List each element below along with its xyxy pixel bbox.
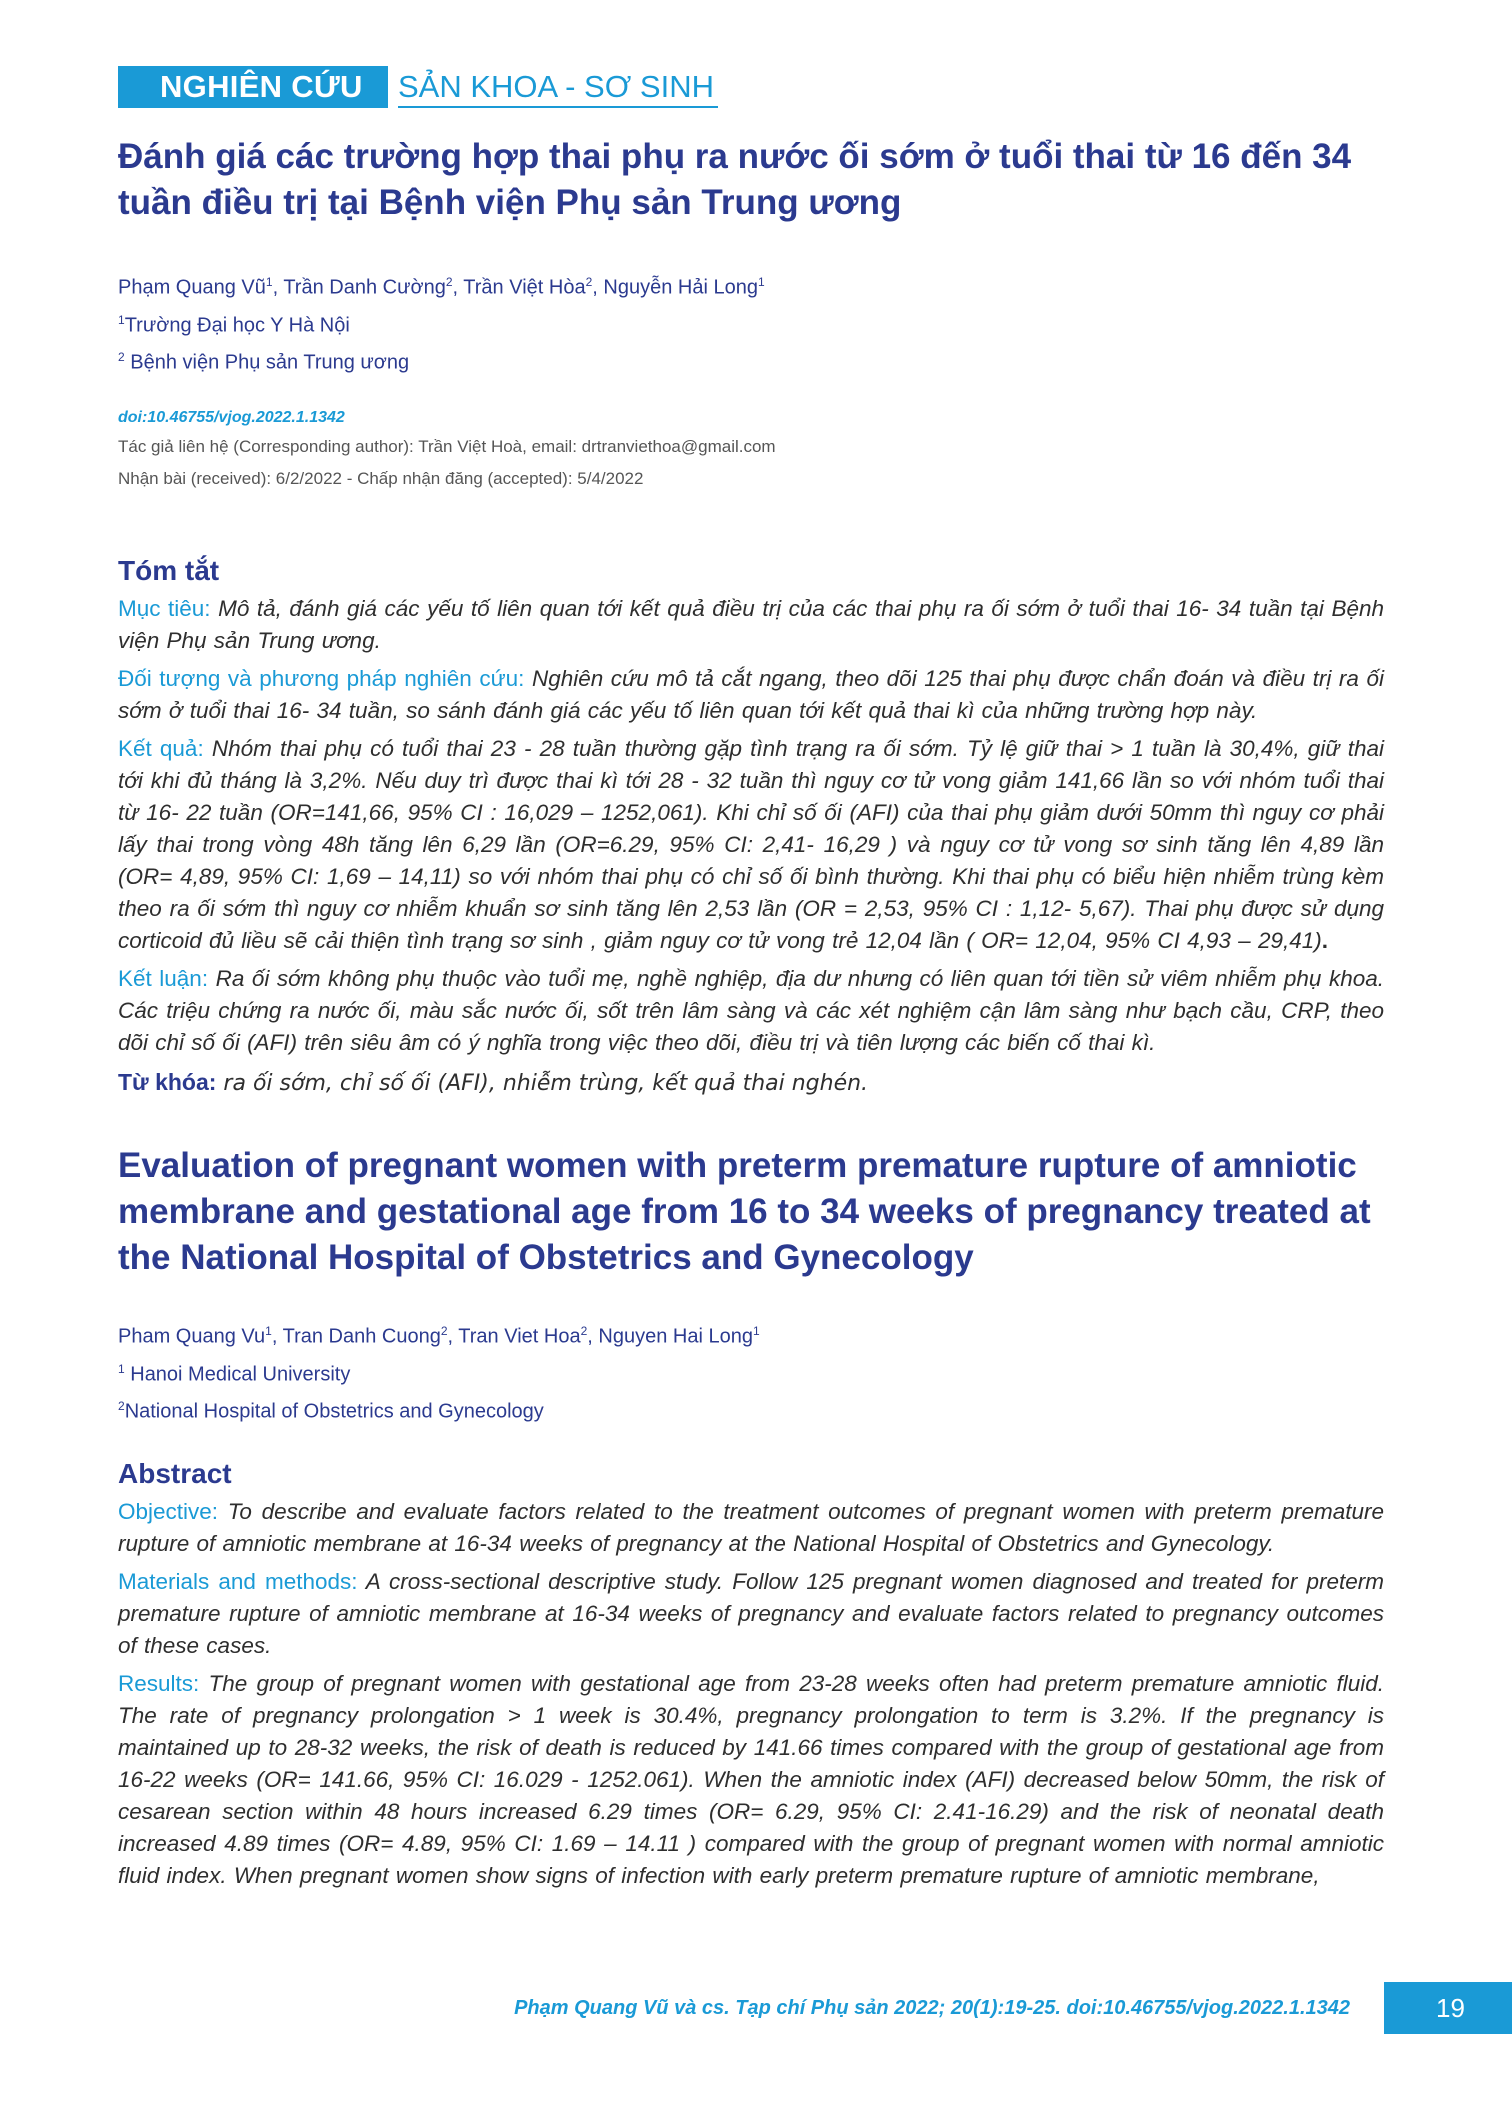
results-text: The group of pregnant women with gestational age from 23-28 weeks often had preterm premature amniotic fluid. The rate of pregnancy prolongation > 1 week is 30.4%, pregnancy prolongation to term is 3.2%. If the pregnancy is maintained up to 28-32 weeks, the risk of death is reduced by 141.66 times compared with the group of gestational age from 16-22 weeks (OR= 141.66, 95% CI: 16.029 - 1252.061). When the amniotic index (AFI) decreased below 50mm, the risk of cesarean section within 48 hours increased 6.29 times (OR= 6.29, 95% CI: 2.41-16.29) and the risk of neonatal death increased 4.89 times (OR= 4.89, 95% CI: 1.69 – 14.11 ) compared with the group of pregnant women with normal amniotic fluid index. When pregnant women show signs of infection with early preterm premature rupture of amniotic membrane,: [118, 1670, 1384, 1888]
author-separator: ,: [272, 276, 284, 299]
affiliation-sup: 2: [118, 1399, 125, 1414]
objective-text: Mô tả, đánh giá các yếu tố liên quan tới kết quả điều trị của các thai phụ ra ối sớm ở tuổi thai 16- 34 tuần tại Bệnh viện Phụ sản Trung ương.: [118, 595, 1384, 653]
author-separator: ,: [587, 1325, 599, 1348]
author: Pham Quang Vu: [118, 1325, 266, 1348]
category-label: NGHIÊN CỨU: [118, 66, 388, 108]
author-separator: ,: [592, 276, 604, 299]
article-title-en: Evaluation of pregnant women with preterm premature rupture of amniotic membrane and gestational age from 16 to 34 weeks of pregnancy treated at the National Hospital of Obstetrics and Gynecology: [118, 1145, 1371, 1277]
objective-label: Objective:: [118, 1498, 219, 1524]
affiliation-vi: [118, 341, 1384, 379]
page-number: 19: [1384, 1982, 1512, 2034]
author: Nguyen Hai Long: [598, 1325, 753, 1348]
affiliation-vi: [118, 304, 1384, 342]
author-sup: 1: [265, 275, 273, 289]
summary-heading: Tóm tắt: [118, 554, 220, 586]
author: Trần Việt Hòa: [463, 276, 586, 299]
page-footer: [0, 1982, 1512, 2034]
footer-citation: Phạm Quang Vũ và cs. Tạp chí Phụ sản 2022; 20(1):19-25. doi:10.46755/vjog.2022.1.1342: [514, 1997, 1350, 2019]
abstract-heading: Abstract: [118, 1457, 232, 1489]
results-vi: [118, 733, 1384, 957]
subcategory-label: SẢN KHOA - SƠ SINH: [398, 68, 718, 108]
author-list-en: [118, 1315, 1384, 1353]
keywords-vi: [118, 1065, 1384, 1101]
author: Nguyễn Hải Long: [603, 276, 758, 299]
section-header: [118, 66, 1384, 108]
objective-label: Mục tiêu:: [118, 595, 211, 621]
author-sup: 2: [585, 275, 593, 289]
author-sup: 2: [440, 1323, 448, 1338]
objective-en: [118, 1496, 1384, 1560]
author-sup: 2: [580, 1323, 588, 1338]
author-sup: 2: [445, 275, 453, 289]
results-end: .: [1321, 927, 1329, 953]
results-label: Results:: [118, 1670, 200, 1696]
author-sup: 1: [265, 1323, 272, 1338]
conclusion-vi: [118, 963, 1384, 1059]
author: Tran Viet Hoa: [458, 1325, 581, 1348]
methods-text: A cross-sectional descriptive study. Follow 125 pregnant women diagnosed and treated for preterm premature rupture of amniotic membrane at 16-34 weeks of pregnancy and evaluate factors related to pregnancy outcomes of these cases.: [118, 1568, 1384, 1658]
keywords-label: Từ khóa:: [118, 1068, 217, 1095]
affiliation-text: Hanoi Medical University: [124, 1363, 351, 1386]
author-separator: ,: [452, 276, 464, 299]
results-label: Kết quả:: [118, 735, 204, 761]
author: Trần Danh Cường: [283, 276, 446, 299]
article-page: [118, 66, 1384, 1898]
author-sup: 1: [757, 275, 765, 289]
methods-label: Đối tượng và phương pháp nghiên cứu:: [118, 665, 525, 691]
affiliation-en: [118, 1390, 1384, 1428]
affiliation-text: National Hospital of Obstetrics and Gynecology: [124, 1400, 544, 1423]
keywords-text: ra ối sớm, chỉ số ối (AFI), nhiễm trùng, kết quả thai nghén.: [216, 1070, 869, 1096]
affiliation-sup: 1: [118, 1361, 125, 1376]
affiliation-sup: 2: [118, 350, 125, 365]
author: Phạm Quang Vũ: [118, 276, 266, 299]
methods-vi: [118, 663, 1384, 727]
received-accepted: Nhận bài (received): 6/2/2022 - Chấp nhận đăng (accepted): 5/4/2022: [118, 468, 644, 488]
objective-text: To describe and evaluate factors related to the treatment outcomes of pregnant women with preterm premature rupture of amniotic membrane at 16-34 weeks of pregnancy at the National Hospital of Obstetrics and Gynecology.: [118, 1498, 1384, 1556]
affiliation-text: Trường Đại học Y Hà Nội: [124, 314, 350, 337]
conclusion-label: Kết luận:: [118, 965, 209, 991]
conclusion-text: Ra ối sớm không phụ thuộc vào tuổi mẹ, nghề nghiệp, địa dư nhưng có liên quan tới tiền sử viêm nhiễm phụ khoa. Các triệu chứng ra nước ối, màu sắc nước ối, sốt trên lâm sàng và các xét nghiệm cận lâm sàng như bạch cầu, CRP, theo dõi chỉ số ối (AFI) trên siêu âm có ý nghĩa trong việc theo dõi, điều trị và tiên lượng các biến cố thai kì.: [118, 965, 1384, 1055]
article-title-vi: Đánh giá các trường hợp thai phụ ra nước ối sớm ở tuổi thai từ 16 đến 34 tuần điều trị tại Bệnh viện Phụ sản Trung ương: [118, 137, 1352, 222]
affiliation-text: Bệnh viện Phụ sản Trung ương: [124, 351, 410, 374]
author-separator: ,: [447, 1325, 459, 1348]
affiliation-sup: 1: [118, 312, 125, 327]
author: Tran Danh Cuong: [282, 1325, 441, 1348]
results-text: Nhóm thai phụ có tuổi thai 23 - 28 tuần thường gặp tình trạng ra ối sớm. Tỷ lệ giữ thai > 1 tuần là 30,4%, giữ thai tới khi đủ tháng là 3,2%. Nếu duy trì được thai kì tới 28 - 32 tuần thì nguy cơ tử vong giảm 141,66 lần so với nhóm tuổi thai từ 16- 22 tuần (OR=141,66, 95% CI : 16,029 – 1252,061). Khi chỉ số ối (AFI) của thai phụ giảm dưới 50mm thì nguy cơ phải lấy thai trong vòng 48h tăng lên 6,29 lần (OR=6.29, 95% CI: 2,41- 16,29 ) và nguy cơ tử vong sơ sinh tăng lên 4,89 lần (OR= 4,89, 95% CI: 1,69 – 14,11) so với nhóm thai phụ có chỉ số ối bình thường. Khi thai phụ có biểu hiện nhiễm trùng kèm theo ra ối sớm thì nguy cơ nhiễm khuẩn sơ sinh tăng lên 2,53 lần (OR = 2,53, 95% CI : 1,12- 5,67). Thai phụ được sử dụng corticoid đủ liều sẽ cải thiện tình trạng sơ sinh , giảm nguy cơ tử vong trẻ 12,04 lần ( OR= 12,04, 95% CI 4,93 – 29,41): [118, 735, 1384, 953]
methods-label: Materials and methods:: [118, 1568, 358, 1594]
author-separator: ,: [271, 1325, 283, 1348]
methods-text: Nghiên cứu mô tả cắt ngang, theo dõi 125 thai phụ được chẩn đoán và điều trị ra ối sớm ở tuổi thai 16- 34 tuần, so sánh đánh giá các yếu tố liên quan tới kết quả thai kì của những trường hợp này.: [118, 665, 1384, 723]
objective-vi: [118, 593, 1384, 657]
doi-link[interactable]: doi:10.46755/vjog.2022.1.1342: [118, 408, 345, 426]
methods-en: [118, 1566, 1384, 1662]
author-list-vi: [118, 266, 1384, 304]
results-en: [118, 1668, 1384, 1892]
author-sup: 1: [752, 1323, 760, 1338]
corresponding-author: Tác giả liên hệ (Corresponding author): Trần Việt Hoà, email: drtranviethoa@gmail.com: [118, 436, 776, 456]
affiliation-en: [118, 1353, 1384, 1391]
